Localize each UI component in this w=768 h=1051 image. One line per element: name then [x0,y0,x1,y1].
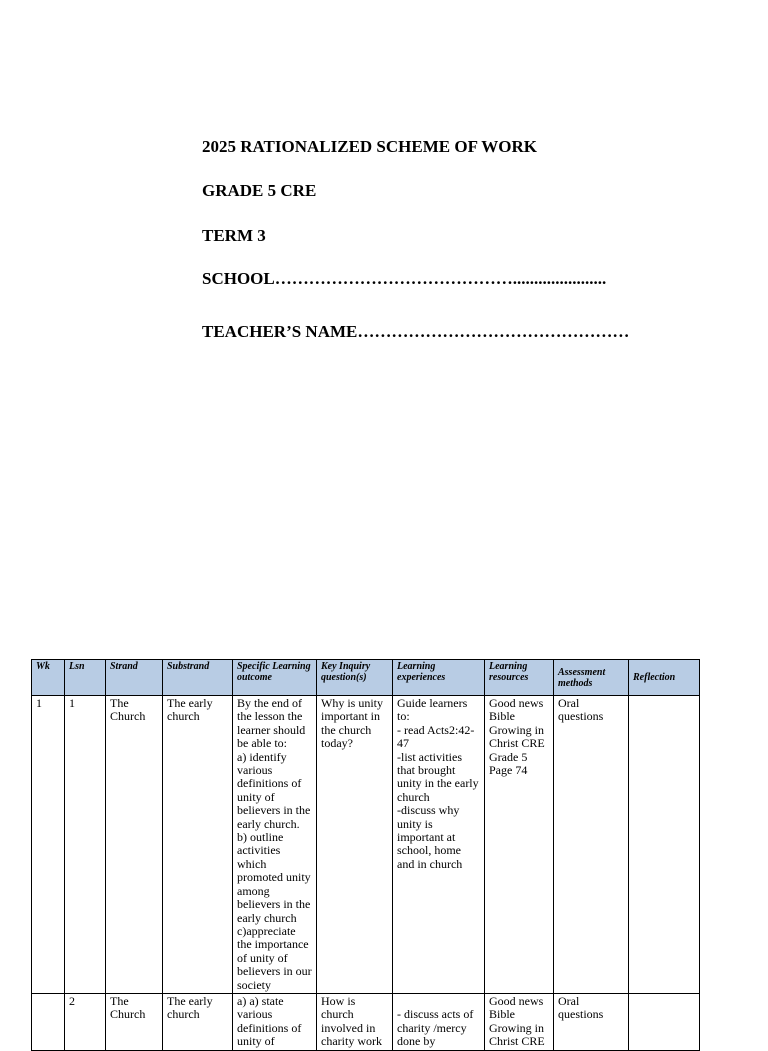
table-row [32,696,700,994]
column-header-kiq: Key Inquiry question(s) [317,660,393,696]
column-header-strand: Strand [106,660,163,696]
cell-am: Oral questions [554,993,629,1050]
scheme-of-work-table [31,659,700,1051]
term-heading: TERM 3 [202,226,266,245]
cell-am: Oral questions [554,696,629,994]
cell-slo: a) a) state various definitions of unity of [233,993,317,1050]
cell-le: - discuss acts of charity /mercy done by [393,993,485,1050]
cell-lsn: 1 [65,696,106,994]
cell-ref [629,696,700,994]
cell-slo: By the end of the lesson the learner should be able to: a) identify various definitions of unity of believers in the early church. b) outline activities which promoted unity among believers in the early church c)appreciate the importance of unity of believers in our society [233,696,317,994]
column-header-lr: Learning resources [485,660,554,696]
column-header-lsn: Lsn [65,660,106,696]
column-header-wk: Wk [32,660,65,696]
column-header-ref: Reflection [629,660,700,696]
cell-kiq: Why is unity important in the church today? [317,696,393,994]
document-title: 2025 RATIONALIZED SCHEME OF WORK [202,137,538,156]
cell-wk: 1 [32,696,65,994]
column-header-substrand: Substrand [163,660,233,696]
grade-heading: GRADE 5 CRE [202,181,317,200]
cell-kiq: How is church involved in charity work [317,993,393,1050]
column-header-slo: Specific Learning outcome [233,660,317,696]
cell-lsn: 2 [65,993,106,1050]
cell-strand: The Church [106,696,163,994]
teacher-name-line: TEACHER’S NAME………………………………………… [202,322,630,341]
cell-substrand: The early church [163,696,233,994]
column-header-le: Learning experiences [393,660,485,696]
column-header-am: Assessment methods [554,660,629,696]
cell-substrand: The early church [163,993,233,1050]
cell-lr: Good news Bible Growing in Christ CRE [485,993,554,1050]
cell-wk [32,993,65,1050]
school-line: SCHOOL……………………………………...................... [202,269,607,288]
cell-ref [629,993,700,1050]
table-header-row [32,660,700,696]
table-row [32,993,700,1050]
cell-le: Guide learners to: - read Acts2:42-47 -list activities that brought unity in the early church -discuss why unity is important at school, home and in church [393,696,485,994]
cell-lr: Good news Bible Growing in Christ CRE Grade 5 Page 74 [485,696,554,994]
cell-strand: The Church [106,993,163,1050]
